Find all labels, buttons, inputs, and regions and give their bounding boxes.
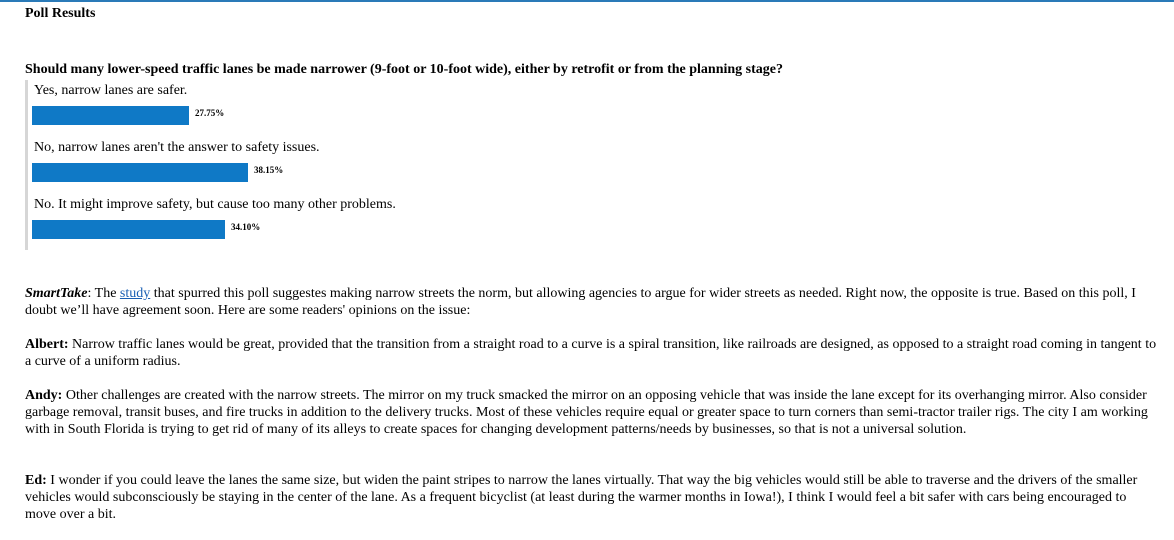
smarttake-prefix: : The bbox=[87, 286, 120, 301]
comment-author: Albert: bbox=[25, 337, 69, 352]
comment-text: Narrow traffic lanes would be great, provided that the transition from a straight road to a curve is a spiral transition, like railroads are designed, as opposed to a straight road coming in tangent to a curve of a uniform radius. bbox=[25, 337, 1157, 369]
smarttake-paragraph bbox=[25, 285, 1160, 319]
comment-text: I wonder if you could leave the lanes the same size, but widen the paint stripes to narrow the lanes virtually. That way the big vehicles would still be able to traverse and the drivers of the smaller vehicles would subconsciously be staying in the center of the lane. As a frequent bicyclist (at least during the warmer months in Iowa!), I think I would feel a bit safer with cars being encouraged to move over a bit. bbox=[25, 473, 1138, 522]
poll-results bbox=[25, 80, 508, 250]
poll-result-percent: 27.75% bbox=[195, 108, 225, 118]
poll-option-label: Yes, narrow lanes are safer. bbox=[34, 83, 188, 98]
poll-result-percent: 38.15% bbox=[254, 165, 284, 175]
smarttake-label: SmartTake bbox=[25, 286, 88, 301]
smarttake-text: that spurred this poll suggestes making narrow streets the norm, but allowing agencies to argue for wider streets as needed. Right now, the opposite is true. Based on this poll, I doubt we’ll have agreement soon. Here are some readers' opinions on the issue: bbox=[25, 286, 1136, 318]
poll-question: Should many lower-speed traffic lanes be made narrower (9-foot or 10-foot wide), either by retrofit or from the planning stage? bbox=[25, 62, 783, 77]
poll-result-bar bbox=[32, 163, 248, 182]
comment-andy bbox=[25, 387, 1160, 438]
comment-albert bbox=[25, 336, 1160, 370]
poll-result-bar bbox=[32, 106, 189, 125]
page-title: Poll Results bbox=[25, 6, 96, 21]
poll-option-label: No. It might improve safety, but cause too many other problems. bbox=[34, 197, 396, 212]
comment-author: Andy: bbox=[25, 388, 63, 403]
poll-option-label: No, narrow lanes aren't the answer to safety issues. bbox=[34, 140, 320, 155]
comment-ed bbox=[25, 472, 1160, 523]
comment-text: Other challenges are created with the narrow streets. The mirror on my truck smacked the mirror on an opposing vehicle that was inside the lane except for its overhanging mirror. Also consider garbage removal, transit buses, and fire trucks in addition to the delivery trucks. Most of these vehicles require equal or greater space to turn corners than semi-tractor trailer rigs. The city I am working with in South Florida is trying to get rid of many of its alleys to create spaces for changing development patterns/needs by businesses, so that is not a universal solution. bbox=[25, 388, 1148, 437]
study-link[interactable]: study bbox=[119, 286, 151, 301]
poll-result-bar bbox=[32, 220, 225, 239]
poll-result-percent: 34.10% bbox=[231, 222, 261, 232]
comment-author: Ed: bbox=[25, 473, 47, 488]
top-border bbox=[0, 0, 1174, 2]
